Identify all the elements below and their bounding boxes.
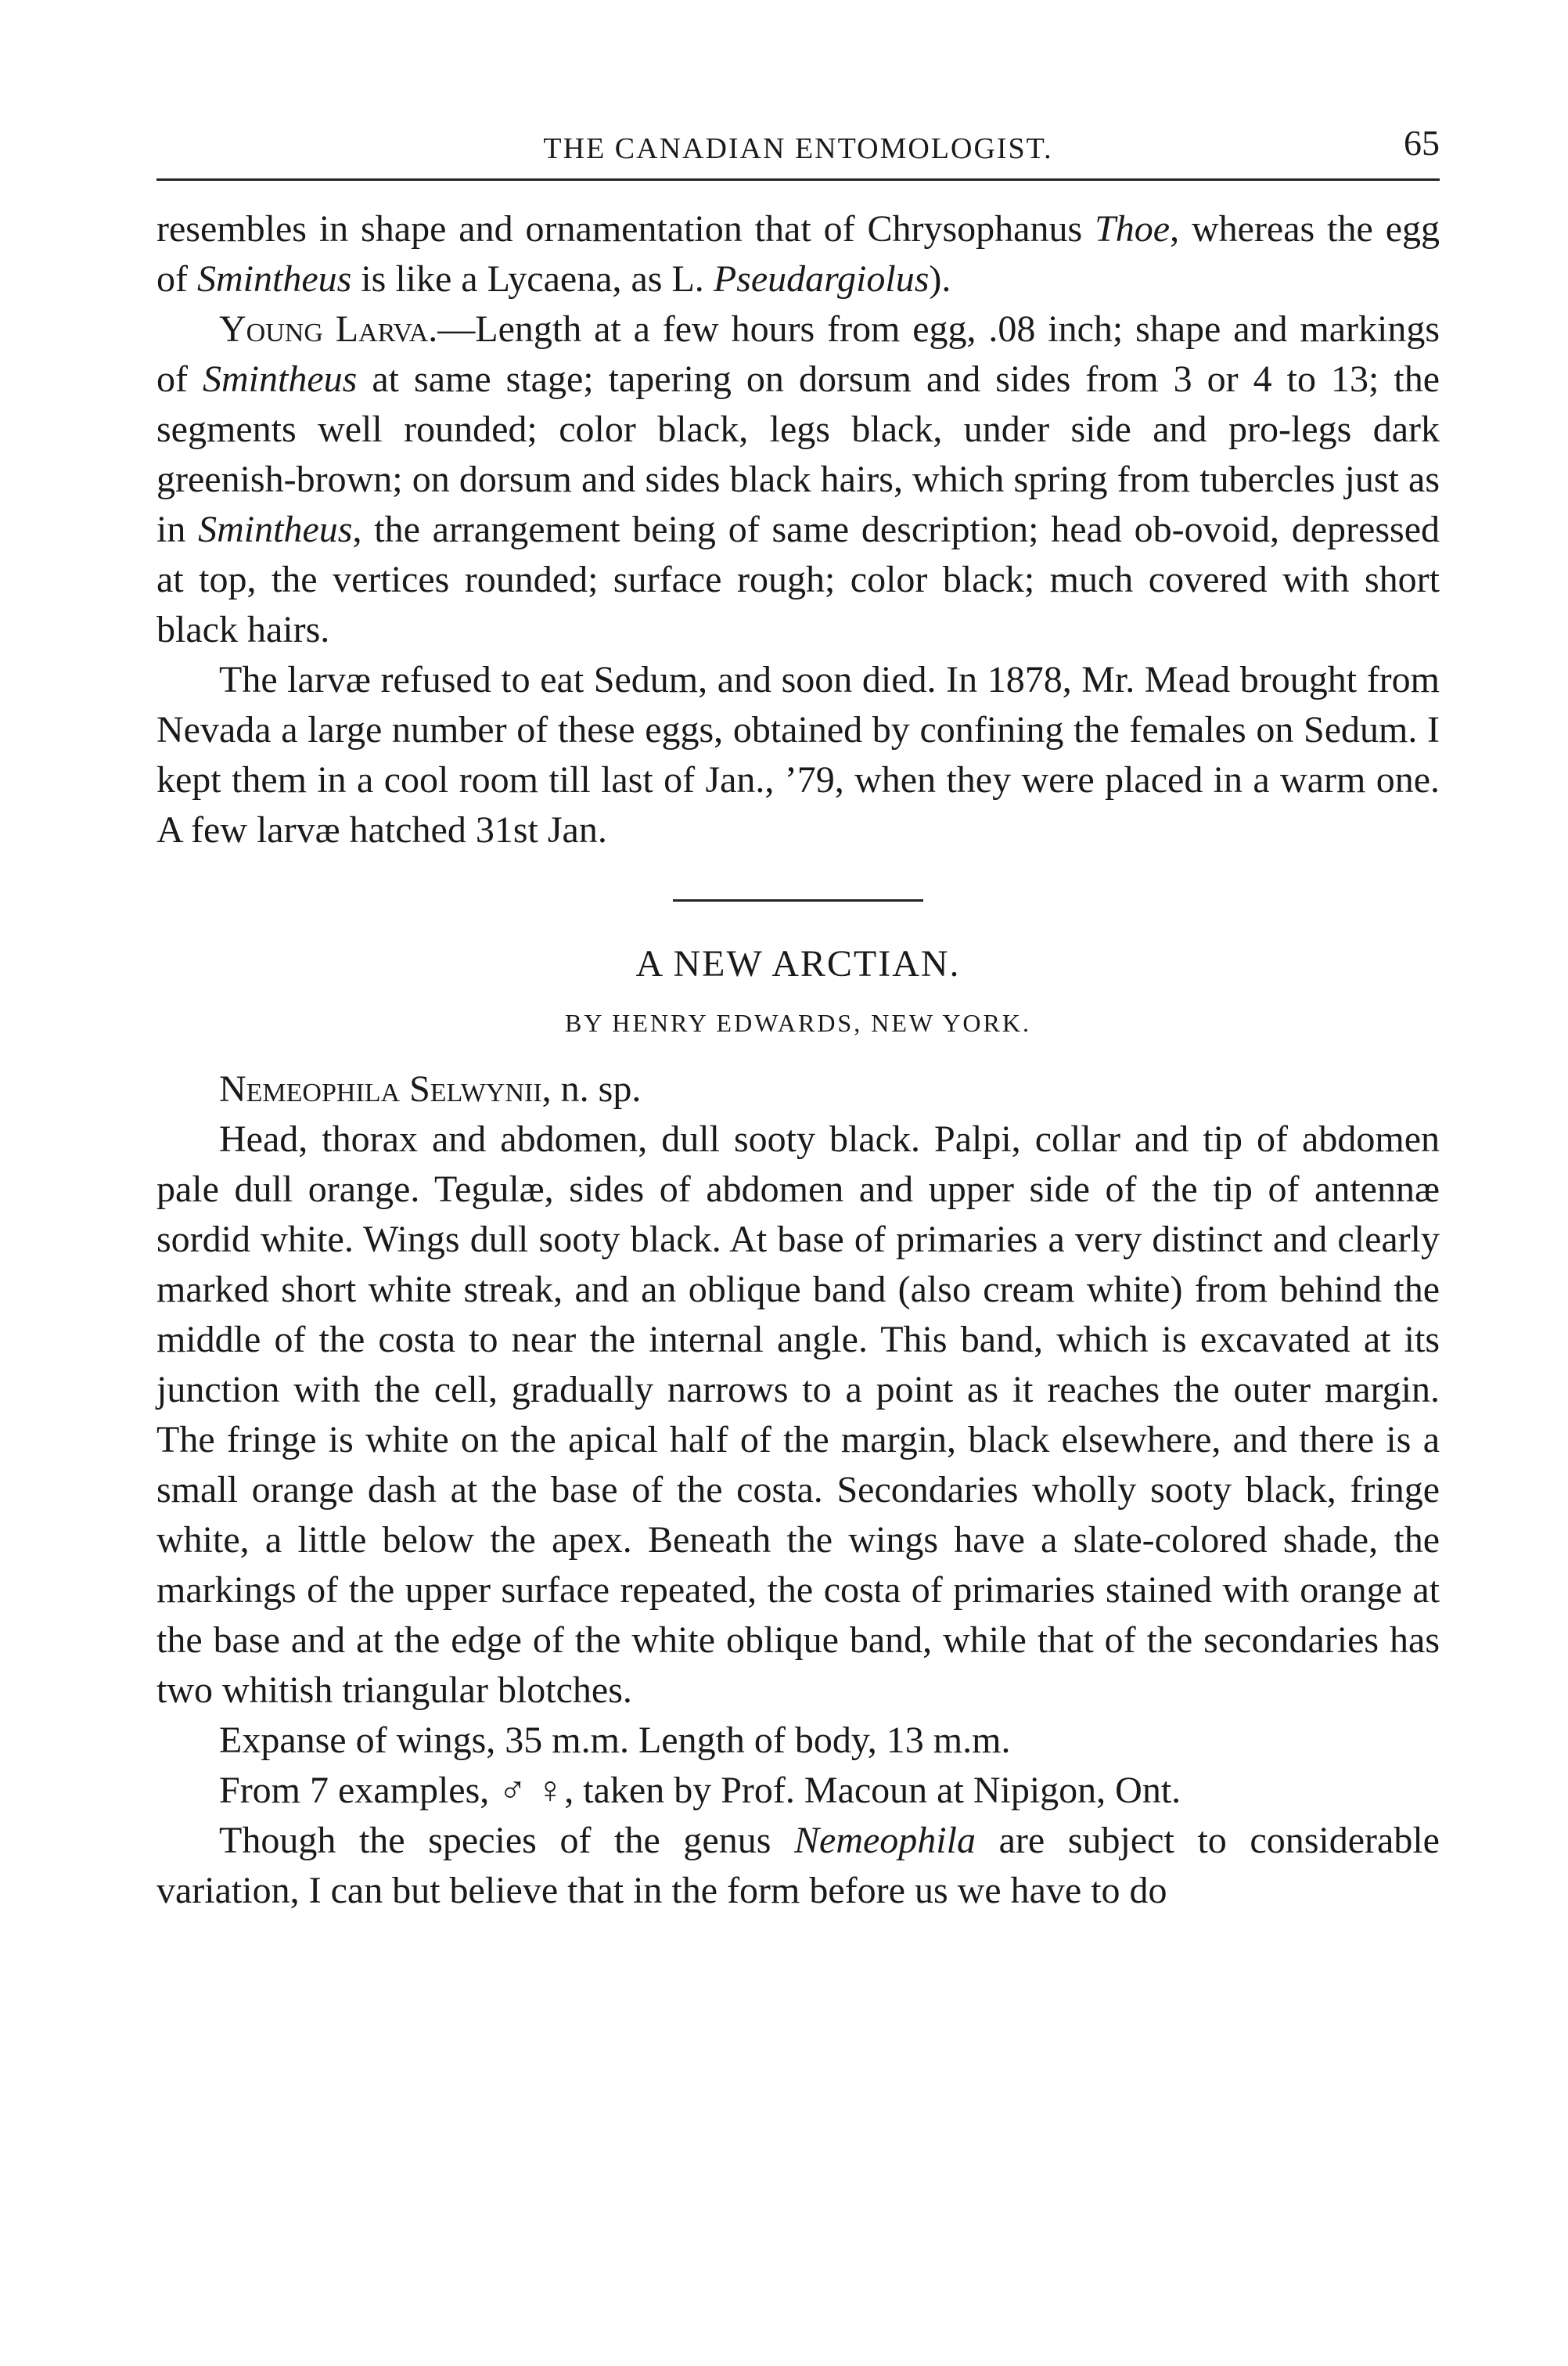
- young-larva-paragraph: Young Larva.—Length at a few hours from egg, .08 inch; shape and markings of Smintheus at same stage; tapering on dorsum and sides from 3 or 4 to 13; the segments well rounded; color black, legs black, under side and pro-legs dark greenish-brown; on dorsum and sides black hairs, which spring from tubercles just as in Smintheus, the arrangement being of same description; head ob-ovoid, depressed at top, the vertices rounded; surface rough; color black; much covered with short black hairs.: [156, 308, 1440, 650]
- species-name: Smintheus: [198, 509, 353, 550]
- article-byline: BY HENRY EDWARDS, NEW YORK.: [565, 1009, 1031, 1037]
- page: [156, 117, 1440, 1916]
- running-head: [156, 117, 1440, 172]
- species-name: Smintheus: [203, 358, 358, 400]
- species-heading: Nemeophila Selwynii, n. sp.: [219, 1068, 642, 1110]
- closing-paragraph: Though the species of the genus Nemeophila are subject to considerable variation, I can but believe that in the form before us we have to do: [156, 1820, 1440, 1911]
- continuation-paragraph: resembles in shape and ornamentation that of Chrysophanus Thoe, whereas the egg of Smintheus is like a Lycaena, as L. Pseudargiolus).: [156, 208, 1440, 300]
- page-number: 65: [1404, 123, 1440, 163]
- larvae-paragraph: The larvæ refused to eat Sedum, and soon died. In 1878, Mr. Mead brought from Nevada a large number of these eggs, obtained by confining the females on Sedum. I kept them in a cool room till last of Jan., ’79, when they were placed in a warm one. A few larvæ hatched 31st Jan.: [156, 659, 1440, 851]
- species-name: Pseudargiolus: [713, 258, 930, 300]
- species-heading-name: Nemeophila Selwynii: [219, 1068, 542, 1110]
- species-name: Smintheus: [196, 258, 352, 300]
- description-paragraph: Head, thorax and abdomen, dull sooty black. Palpi, collar and tip of abdomen pale dull orange. Tegulæ, sides of abdomen and upper side of the tip of antennæ sordid white. Wings dull sooty black. At base of primaries a very distinct and clearly marked short white streak, and an oblique band (also cream white) from behind the middle of the costa to near the internal angle. This band, which is excavated at its junction with the cell, gradually narrows to a point as it reaches the outer margin. The fringe is white on the apical half of the margin, black elsewhere, and there is a small orange dash at the base of the costa. Secondaries wholly sooty black, fringe white, a little below the apex. Beneath the wings have a slate-colored shade, the markings of the upper surface repeated, the costa of primaries stained with orange at the base and at the edge of the white oblique band, while that of the secondaries has two whitish triangular blotches.: [156, 1118, 1440, 1711]
- journal-title: THE CANADIAN ENTOMOLOGIST.: [543, 132, 1053, 165]
- article-title: A NEW ARCTIAN.: [635, 943, 961, 985]
- section-separator: [673, 899, 923, 902]
- genus-name: Nemeophila: [794, 1820, 976, 1861]
- examples-paragraph: From 7 examples, ♂ ♀, taken by Prof. Macoun at Nipigon, Ont.: [219, 1770, 1181, 1811]
- measurements-paragraph: Expanse of wings, 35 m.m. Length of body, 13 m.m.: [219, 1720, 1011, 1761]
- species-name: Thoe: [1095, 208, 1171, 250]
- header-rule: [156, 178, 1440, 181]
- section-label: Young Larva.: [219, 308, 438, 350]
